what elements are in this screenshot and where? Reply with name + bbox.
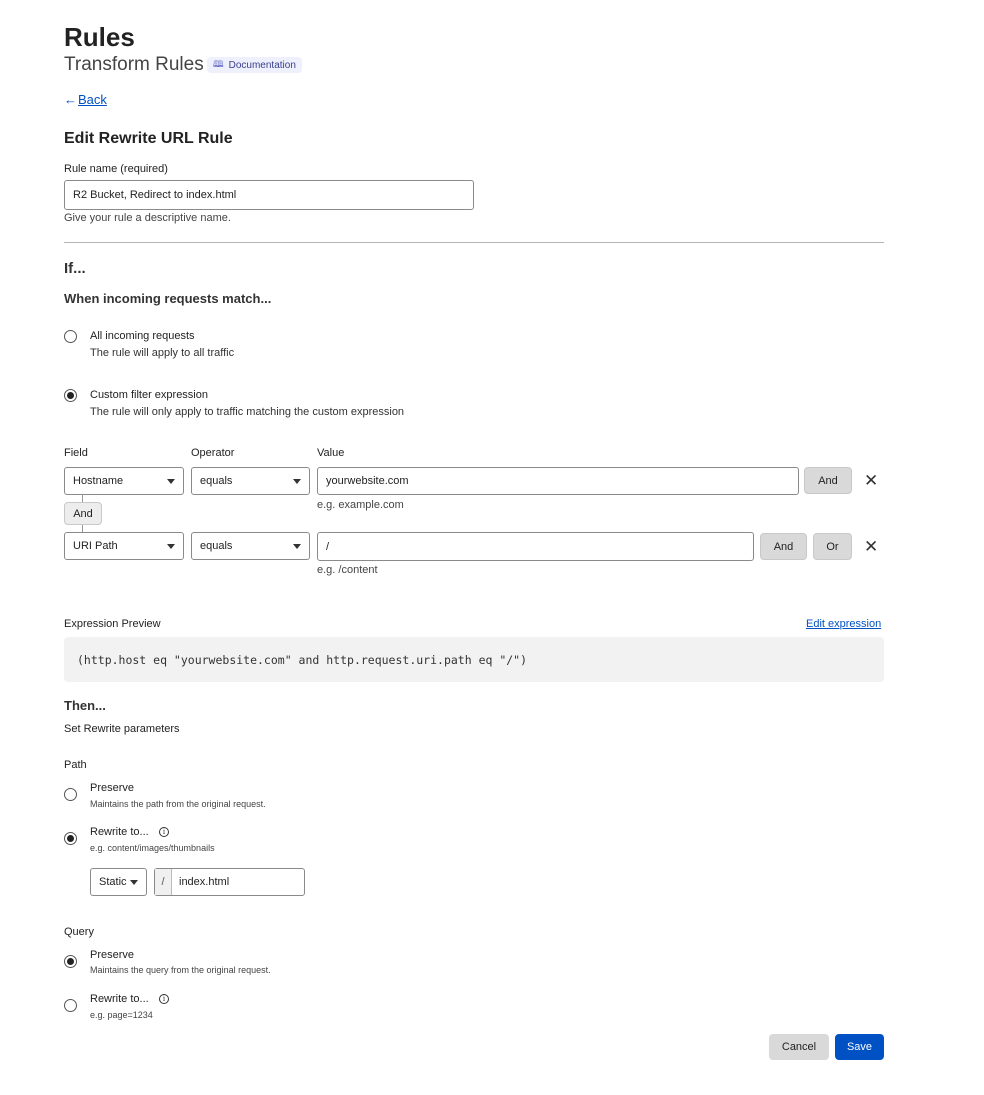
rewrite-mode-select[interactable]	[90, 868, 147, 896]
expression-text: (http.host eq "yourwebsite.com" and http.request.uri.path eq "/")	[77, 652, 528, 667]
info-icon[interactable]: i	[159, 827, 169, 837]
if-title: If...	[64, 260, 86, 277]
edit-expression-link[interactable]: Edit expression	[806, 618, 882, 630]
close-icon[interactable]: ✕	[864, 537, 879, 556]
query-rewrite-desc: e.g. page=1234	[90, 1010, 153, 1020]
rule-name-input[interactable]	[64, 180, 474, 210]
back-link[interactable]	[64, 92, 107, 107]
field-select-value: Hostname	[73, 475, 124, 487]
all-requests-radio[interactable]	[64, 330, 77, 343]
then-title: Then...	[64, 698, 106, 713]
expression-preview	[64, 637, 884, 682]
and-connector-badge[interactable]: And	[64, 502, 102, 525]
value-example: e.g. /content	[317, 564, 378, 576]
and-button[interactable]: And	[760, 533, 807, 560]
rule-name-label: Rule name (required)	[64, 163, 168, 175]
path-rewrite-desc: e.g. content/images/thumbnails	[90, 843, 215, 853]
rewrite-mode-value: Static	[99, 876, 127, 888]
field-column-header: Field	[64, 447, 88, 459]
query-preserve-desc: Maintains the query from the original request.	[90, 965, 271, 975]
query-rewrite-radio[interactable]	[64, 999, 77, 1012]
value-example: e.g. example.com	[317, 499, 404, 511]
rewrite-path-value: index.html	[179, 876, 230, 888]
field-select-value: URI Path	[73, 540, 118, 552]
query-preserve-radio[interactable]	[64, 955, 77, 968]
close-icon[interactable]: ✕	[864, 471, 879, 490]
book-icon: 🕮	[213, 59, 224, 69]
field-select[interactable]	[64, 532, 184, 560]
rewrite-path-field[interactable]	[154, 868, 305, 896]
match-subtitle: When incoming requests match...	[64, 291, 272, 306]
or-button[interactable]: Or	[813, 533, 852, 560]
value-input-value: yourwebsite.com	[326, 475, 409, 487]
value-column-header: Value	[317, 447, 345, 459]
operator-column-header: Operator	[191, 447, 235, 459]
value-input[interactable]	[317, 532, 754, 561]
all-requests-title: All incoming requests	[90, 330, 195, 342]
back-label: Back	[78, 92, 107, 107]
path-preserve-radio[interactable]	[64, 788, 77, 801]
custom-filter-title: Custom filter expression	[90, 389, 208, 401]
field-select[interactable]	[64, 467, 184, 495]
value-input[interactable]	[317, 467, 799, 495]
custom-filter-desc: The rule will only apply to traffic matching the custom expression	[90, 406, 405, 418]
caret-down-icon	[130, 880, 138, 885]
query-label: Query	[64, 926, 94, 938]
save-button[interactable]: Save	[835, 1034, 884, 1060]
query-preserve-title: Preserve	[90, 949, 135, 961]
operator-select[interactable]	[191, 467, 310, 495]
page-subtitle: Transform Rules	[64, 54, 204, 75]
path-preserve-title: Preserve	[90, 782, 135, 794]
operator-select-value: equals	[200, 540, 233, 552]
cancel-button[interactable]: Cancel	[769, 1034, 829, 1060]
path-label: Path	[64, 759, 87, 771]
divider	[64, 242, 884, 243]
all-requests-desc: The rule will apply to all traffic	[90, 347, 235, 359]
operator-select[interactable]	[191, 532, 310, 560]
caret-down-icon	[293, 479, 301, 484]
page-title: Rules	[64, 22, 135, 52]
and-button[interactable]: And	[804, 467, 852, 494]
custom-filter-radio[interactable]	[64, 389, 77, 402]
arrow-left-icon: ←	[64, 92, 77, 107]
query-rewrite-title: Rewrite to...	[90, 993, 149, 1005]
path-rewrite-title: Rewrite to...	[90, 826, 149, 838]
caret-down-icon	[167, 479, 175, 484]
value-input-value: /	[326, 540, 330, 553]
then-subtitle: Set Rewrite parameters	[64, 723, 180, 735]
caret-down-icon	[167, 544, 175, 549]
path-rewrite-radio[interactable]	[64, 832, 77, 845]
rule-name-value: R2 Bucket, Redirect to index.html	[73, 189, 237, 201]
section-title: Edit Rewrite URL Rule	[64, 130, 233, 147]
expression-preview-label: Expression Preview	[64, 618, 161, 630]
documentation-badge[interactable]	[207, 57, 302, 73]
documentation-label: Documentation	[228, 59, 296, 71]
caret-down-icon	[293, 544, 301, 549]
rule-name-help: Give your rule a descriptive name.	[64, 212, 231, 224]
path-preserve-desc: Maintains the path from the original request.	[90, 799, 266, 809]
info-icon[interactable]: i	[159, 994, 169, 1004]
path-prefix: /	[155, 869, 172, 895]
operator-select-value: equals	[200, 475, 233, 487]
